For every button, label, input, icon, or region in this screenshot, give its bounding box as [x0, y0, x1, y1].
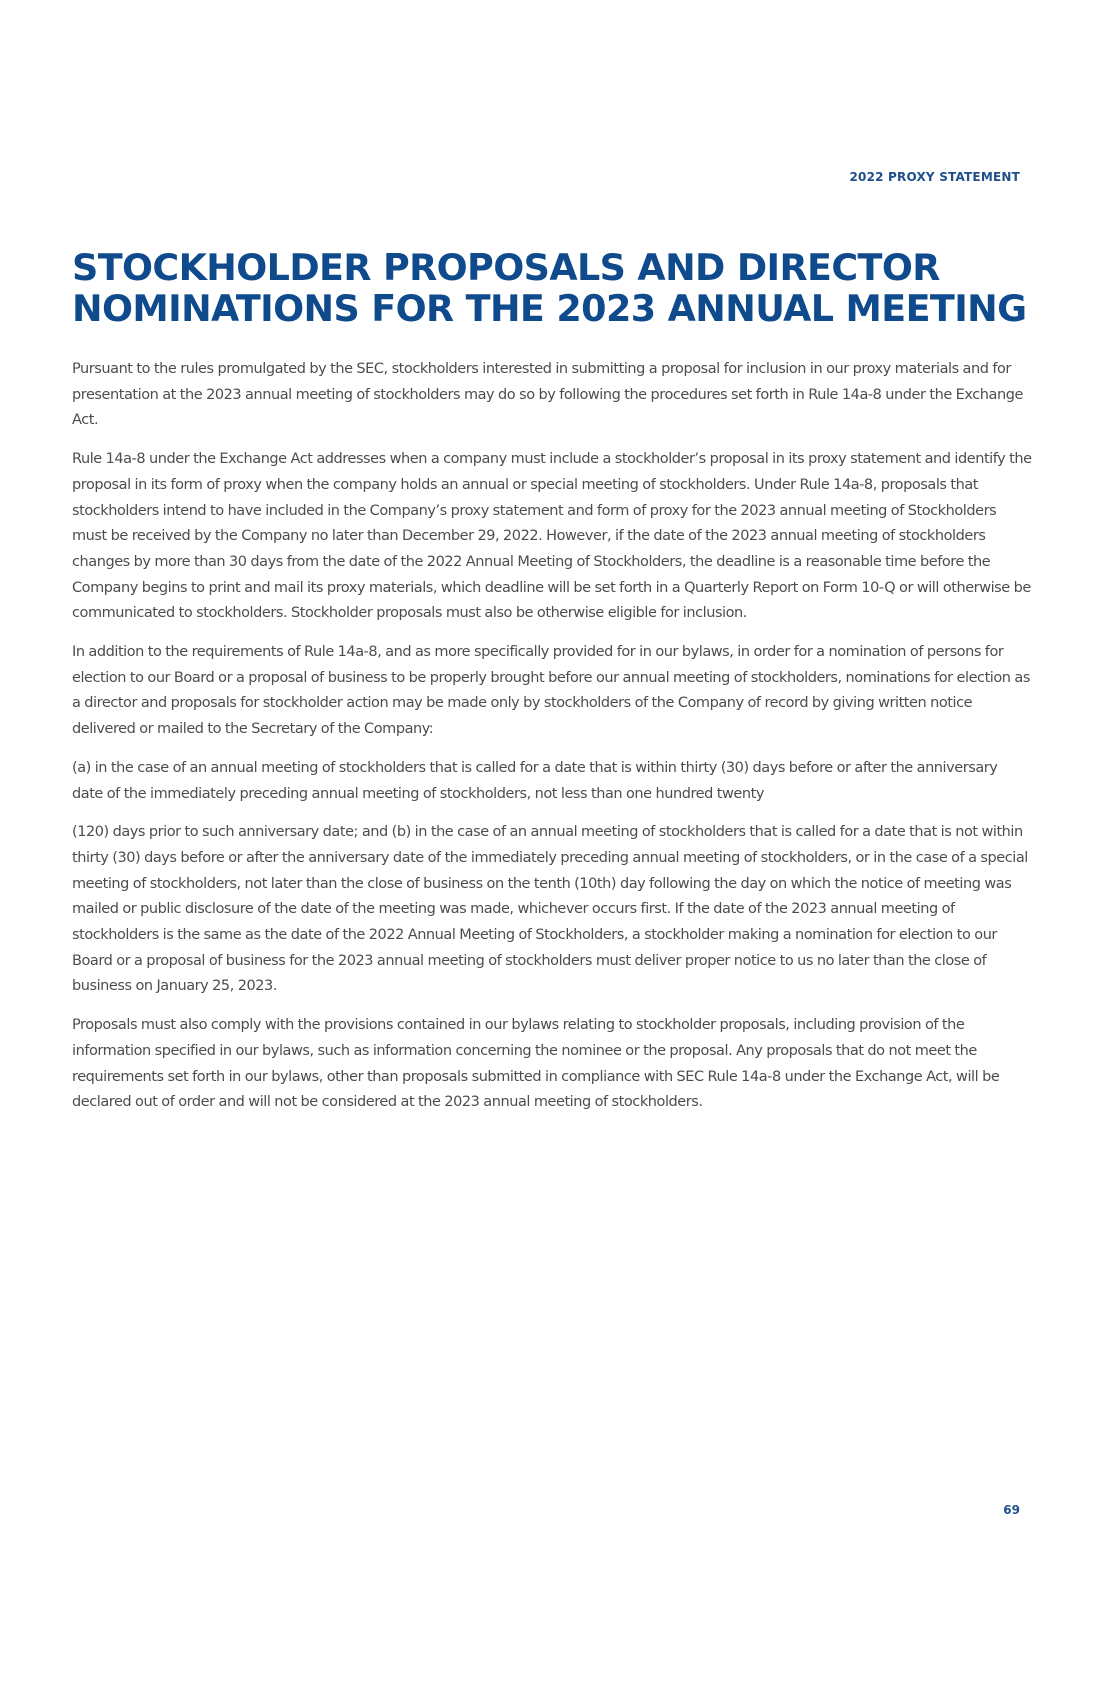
body-text — [72, 357, 1032, 1129]
paragraph-annual-meeting-deadline-b: (120) days prior to such anniversary date; and (b) in the case of an annual meeting of stockholders that is called for a date that is not within thirty (30) days before or after the anniversary date of the immediately preceding annual meeting of stockholders, or in the case of a special meeting of stockholders, not later than the close of business on the tenth (10th) day following the day on which the notice of meeting was mailed or public disclosure of the date of the meeting was made, whichever occurs first. If the date of the 2023 annual meeting of stockholders is the same as the date of the 2022 Annual Meeting of Stockholders, a stockholder making a nomination for election to our Board or a proposal of business for the 2023 annual meeting of stockholders must deliver proper notice to us no later than the close of business on January 25, 2023. — [72, 824, 1028, 995]
paragraph-compliance: Proposals must also comply with the provisions contained in our bylaws relating to stockholder proposals, including provision of the information specified in our bylaws, such as information concerning the nominee or the proposal. Any proposals that do not meet the requirements set forth in our bylaws, other than proposals submitted in compliance with SEC Rule 14a-8 under the Exchange Act, will be declared out of order and will not be considered at the 2023 annual meeting of stockholders. — [72, 1017, 1000, 1111]
running-header: 2022 PROXY STATEMENT — [849, 170, 1020, 184]
paragraph-rule-14a-8: Rule 14a-8 under the Exchange Act addresses when a company must include a stockholder’s proposal in its proxy statement and identify the proposal in its form of proxy when the company holds an annual or special meeting of stockholders. Under Rule 14a-8, proposals that stockholders intend to have included in the Company’s proxy statement and form of proxy for the 2023 annual meeting of Stockholders must be received by the Company no later than December 29, 2022. However, if the date of the 2023 annual meeting of stockholders changes by more than 30 days from the date of the 2022 Annual Meeting of Stockholders, the deadline is a reasonable time before the Company begins to print and mail its proxy materials, which deadline will be set forth in a Quarterly Report on Form 10-Q or will otherwise be communicated to stockholders. Stockholder proposals must also be otherwise eligible for inclusion. — [72, 451, 1032, 622]
page-title — [72, 247, 1032, 329]
page-number: 69 — [1003, 1503, 1020, 1517]
paragraph-bylaws-requirements: In addition to the requirements of Rule 14a-8, and as more specifically provided for in our bylaws, in order for a nomination of persons for election to our Board or a proposal of business to be properly brought before our annual meeting of stockholders, nominations for election as a director and proposals for stockholder action may be made only by stockholders of the Company of record by giving written notice delivered or mailed to the Secretary of the Company: — [72, 644, 1030, 738]
paragraph-intro: Pursuant to the rules promulgated by the SEC, stockholders interested in submitting a proposal for inclusion in our proxy materials and for presentation at the 2023 annual meeting of stockholders may do so by following the procedures set forth in Rule 14a-8 under the Exchange Act. — [72, 361, 1023, 429]
page-title-line-2: NOMINATIONS FOR THE 2023 ANNUAL MEETING — [72, 287, 1027, 330]
page-title-line-1: STOCKHOLDER PROPOSALS AND DIRECTOR — [72, 246, 940, 289]
paragraph-annual-meeting-deadline-a: (a) in the case of an annual meeting of stockholders that is called for a date that is within thirty (30) days before or after the anniversary date of the immediately preceding annual meeting of stockholders, not less than one hundred twenty — [72, 759, 998, 802]
